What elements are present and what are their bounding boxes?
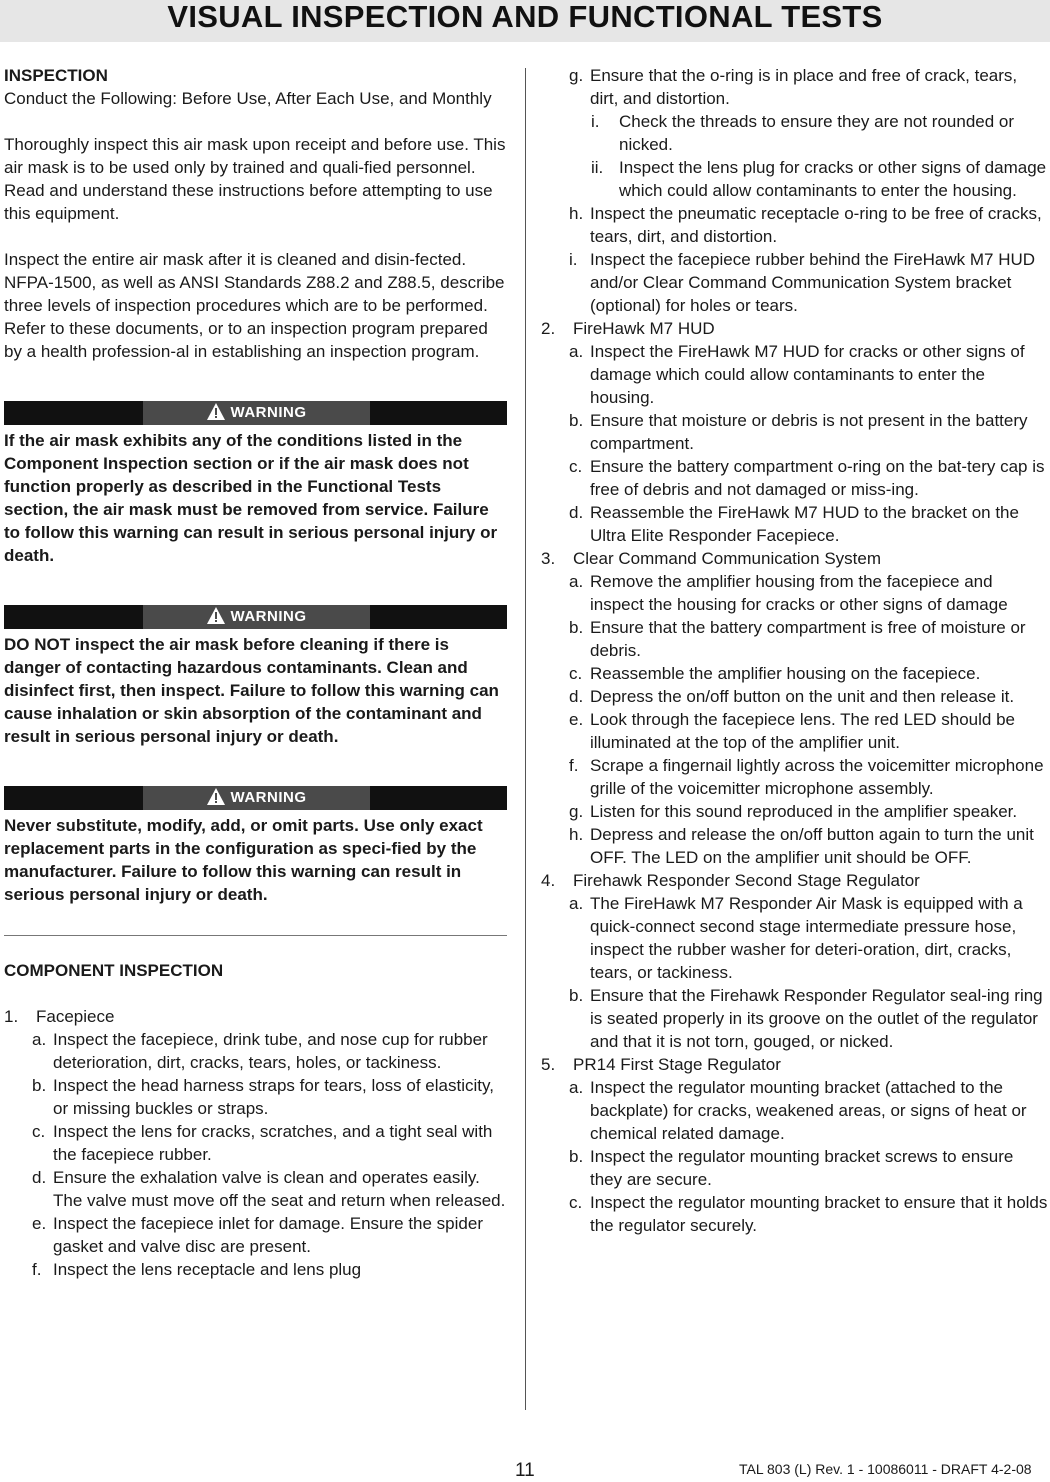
sub-text: Look through the facepiece lens. The red LED should be illuminated at the top of the amplifier unit. [590,710,1015,752]
sub-item [541,892,1050,984]
sub-letter: d. [569,687,584,706]
list-item [541,547,1050,570]
sub-letter: b. [569,411,584,430]
sub-letter: i. [569,250,578,269]
sub-letter: b. [32,1076,47,1095]
sub-item [541,1145,1050,1191]
sub-item [541,1191,1050,1237]
sub-text: Inspect the FireHawk M7 HUD for cracks or other signs of damage which could allow contaminants to enter the housing. [590,342,1025,407]
sub-text: Inspect the facepiece inlet for damage. Ensure the spider gasket and valve disc are present. [53,1214,483,1256]
sub-item [4,1166,507,1212]
list-number: 1. [4,1007,19,1026]
list-label: Firehawk Responder Second Stage Regulator [573,871,920,890]
sub-text: Ensure the exhalation valve is clean and operates easily. The valve must move off the seat and return when released. [53,1168,506,1210]
component-inspection-heading: COMPONENT INSPECTION [4,961,224,980]
sub-item [541,248,1050,317]
sub-text: Check the threads to ensure they are not rounded or nicked. [619,112,1015,154]
sub-letter: e. [569,710,584,729]
sub-letter: f. [32,1260,42,1279]
sub-text: Reassemble the FireHawk M7 HUD to the bracket on the Ultra Elite Responder Facepiece. [590,503,1019,545]
warning-badge [143,605,370,629]
sub-text: Depress and release the on/off button again to turn the unit OFF. The LED on the amplifier unit should be OFF. [590,825,1034,867]
sub-letter: a. [569,894,584,913]
sub-letter: d. [32,1168,47,1187]
sub-text: Depress the on/off button on the unit and then release it. [590,687,1015,706]
warning-triangle-icon [207,403,225,420]
sub-item [541,501,1050,547]
sub-letter: h. [569,825,584,844]
warning-triangle-icon [207,788,225,805]
sub-letter: c. [569,1193,583,1212]
sub-text: Listen for this sound reproduced in the amplifier speaker. [590,802,1018,821]
list-number: 4. [541,871,556,890]
warning-text: If the air mask exhibits any of the conditions listed in the Component Inspection section or if the air mask does not function properly as described in the Functional Tests section, the air mask must be removed from service. Failure to follow this warning can result in serious personal injury or death. [4,431,498,565]
sub-numeral: i. [591,112,600,131]
sub-numeral: ii. [591,158,604,177]
sub-item [4,1212,507,1258]
list-label: FireHawk M7 HUD [573,319,715,338]
page-title: VISUAL INSPECTION AND FUNCTIONAL TESTS [167,0,883,34]
warning-label: WARNING [230,404,307,421]
sub-item [541,685,1050,708]
warning-text: DO NOT inspect the air mask before cleaning if there is danger of contacting hazardous contaminants. Clean and disinfect first, then inspect. Failure to follow this warning can cause inhalation or skin absorption of the contaminant and result in serious personal injury or death. [4,635,499,746]
sub-sub-item [541,110,1050,156]
sub-item [541,64,1050,110]
sub-text: Remove the amplifier housing from the facepiece and inspect the housing for cracks or other signs of damage [590,572,1008,614]
warning-badge [143,401,370,425]
sub-item [4,1120,507,1166]
list-item [541,869,1050,892]
right-column [541,64,1050,1237]
sub-letter: e. [32,1214,47,1233]
list-item [4,1005,507,1028]
sub-letter: c. [569,457,583,476]
sub-letter: f. [569,756,579,775]
sub-item [541,202,1050,248]
sub-text: Inspect the regulator mounting bracket to ensure that it holds the regulator securely. [590,1193,1048,1235]
warning-text: Never substitute, modify, add, or omit parts. Use only exact replacement parts in the configuration as speci-fied by the manufacturer. Failure to follow this warning can result in serious personal injury or death. [4,816,483,904]
list-item [541,1053,1050,1076]
sub-text: Ensure that the battery compartment is free of moisture or debris. [590,618,1026,660]
sub-text: Ensure the battery compartment o-ring on the bat-tery cap is free of debris and not damaged or miss-ing. [590,457,1045,499]
title-bar [0,0,1050,42]
sub-letter: a. [32,1030,47,1049]
sub-text: Inspect the head harness straps for tears, loss of elasticity, or missing buckles or straps. [53,1076,494,1118]
sub-letter: h. [569,204,584,223]
sub-text: Inspect the regulator mounting bracket (attached to the backplate) for cracks, weakened areas, or signs of heat or chemical related damage. [590,1078,1027,1143]
sub-text: Ensure that the o-ring is in place and free of crack, tears, dirt, and distortion. [590,66,1018,108]
sub-text: Reassemble the amplifier housing on the facepiece. [590,664,981,683]
sub-item [541,708,1050,754]
sub-item [4,1258,507,1281]
warning-label: WARNING [230,608,307,625]
sub-item [541,616,1050,662]
sub-letter: d. [569,503,584,522]
sub-item [541,984,1050,1053]
sub-letter: b. [569,618,584,637]
list-item [541,317,1050,340]
sub-item [541,570,1050,616]
sub-item [541,662,1050,685]
warning-label: WARNING [230,789,307,806]
sub-item [541,409,1050,455]
page-number: 11 [515,1460,535,1481]
inspection-subheading: Conduct the Following: Before Use, After Each Use, and Monthly [4,89,492,108]
sub-sub-item [541,156,1050,202]
warning-badge [143,786,370,810]
sub-letter: c. [32,1122,46,1141]
sub-letter: g. [569,66,584,85]
list-number: 2. [541,319,556,338]
sub-item [541,1076,1050,1145]
list-label: Clear Command Communication System [573,549,881,568]
sub-text: Inspect the facepiece, drink tube, and nose cup for rubber deterioration, dirt, cracks, tears, holes, or tackiness. [53,1030,488,1072]
sub-letter: a. [569,572,584,591]
cleaning-paragraph: Inspect the entire air mask after it is cleaned and disin-fected. NFPA-1500, as well as ANSI Standards Z88.2 and Z88.5, describe three levels of inspection procedures which are to be performed. Refer to these documents, or to an inspection program prepared by a health profession-al in establishing an inspection program. [4,250,505,361]
warning-banner [4,605,507,629]
sub-text: The FireHawk M7 Responder Air Mask is equipped with a quick-connect second stage intermediate pressure hose, inspect the rubber washer for deteri-oration, dirt, cracks, tears, or tackiness. [590,894,1023,982]
warning-banner [4,786,507,810]
sub-letter: b. [569,1147,584,1166]
sub-text: Inspect the lens receptacle and lens plug [53,1260,362,1279]
sub-item [541,455,1050,501]
sub-text: Ensure that the Firehawk Responder Regulator seal-ing ring is seated properly in its groove on the outlet of the regulator and that it is not torn, gouged, or nicked. [590,986,1043,1051]
sub-text: Scrape a fingernail lightly across the voicemitter microphone grille of the voicemitter microphone assembly. [590,756,1044,798]
warning-triangle-icon [207,607,225,624]
intro-paragraph: Thoroughly inspect this air mask upon receipt and before use. This air mask is to be used only by trained and quali-fied personnel. Read and understand these instructions before attempting to use this equipment. [4,135,506,223]
sub-item [541,340,1050,409]
sub-item [541,823,1050,869]
inspection-heading: INSPECTION [4,66,108,85]
document-reference: TAL 803 (L) Rev. 1 - 10086011 - DRAFT 4-2-08 [739,1461,1032,1477]
sub-text: Inspect the pneumatic receptacle o-ring to be free of cracks, tears, dirt, and distortion. [590,204,1042,246]
list-label: PR14 First Stage Regulator [573,1055,781,1074]
list-number: 3. [541,549,556,568]
sub-text: Inspect the lens for cracks, scratches, and a tight seal with the facepiece rubber. [53,1122,493,1164]
sub-letter: a. [569,342,584,361]
sub-text: Ensure that moisture or debris is not present in the battery compartment. [590,411,1028,453]
sub-text: Inspect the lens plug for cracks or other signs of damage which could allow contaminants to enter the housing. [619,158,1047,200]
sub-letter: g. [569,802,584,821]
sub-item [541,800,1050,823]
sub-item [541,754,1050,800]
left-column [4,64,507,1281]
sub-text: Inspect the regulator mounting bracket screws to ensure they are secure. [590,1147,1014,1189]
list-label: Facepiece [36,1007,115,1026]
sub-letter: a. [569,1078,584,1097]
sub-item [4,1074,507,1120]
sub-letter: c. [569,664,583,683]
sub-item [4,1028,507,1074]
sub-text: Inspect the facepiece rubber behind the FireHawk M7 HUD and/or Clear Command Communication System bracket (optional) for holes or tears. [590,250,1036,315]
warning-banner [4,401,507,425]
sub-letter: b. [569,986,584,1005]
list-number: 5. [541,1055,556,1074]
column-divider [525,68,526,1410]
